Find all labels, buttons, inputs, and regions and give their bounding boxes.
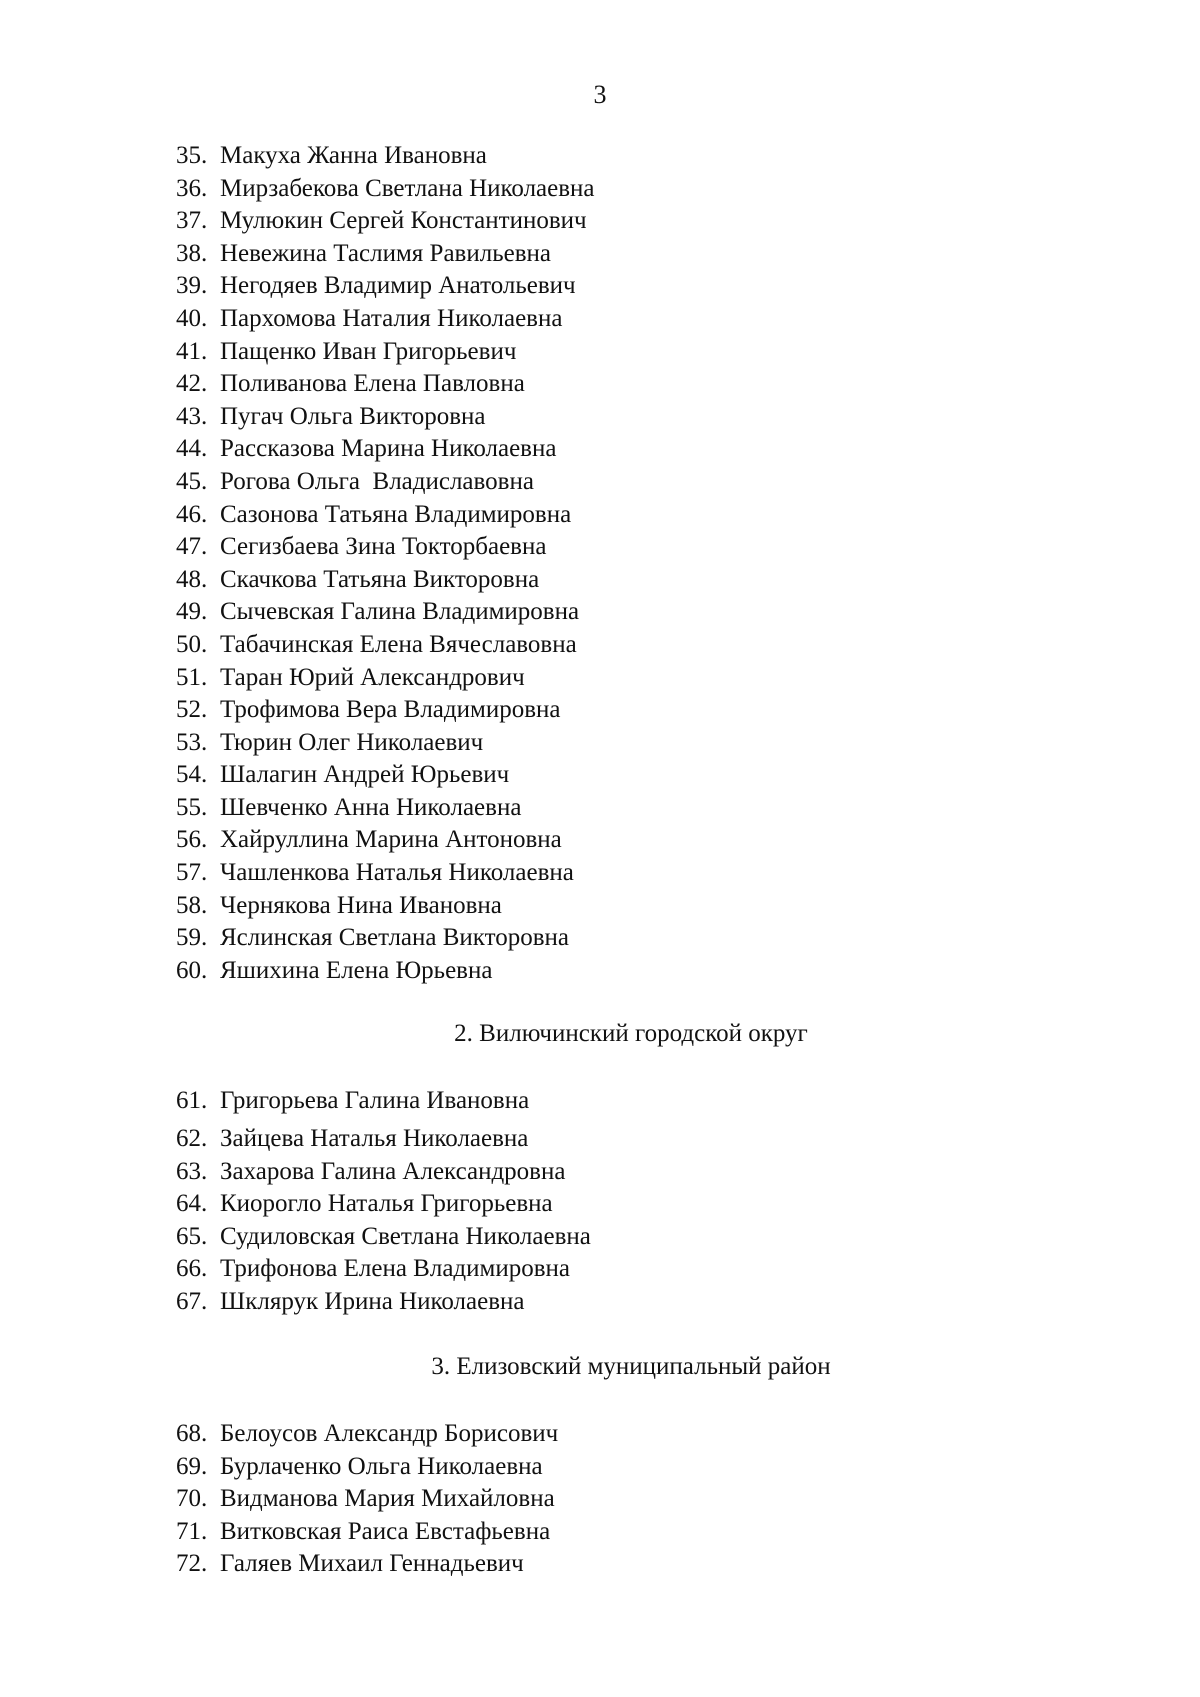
list-item-number: 36. [176, 174, 208, 202]
list-item-name: Бурлаченко Ольга Николаевна [220, 1452, 543, 1480]
list-item [176, 596, 595, 629]
list-item [176, 1156, 591, 1189]
list-item-number: 49. [176, 598, 208, 626]
list-item [176, 629, 595, 662]
list-item [176, 1286, 591, 1319]
list-item [176, 824, 595, 857]
section-heading-elizovsky: 3. Елизовский муниципальный район [431, 1353, 831, 1380]
list-item-name: Скачкова Татьяна Викторовна [220, 565, 540, 593]
list-item-name: Чашленкова Наталья Николаевна [220, 859, 574, 887]
list-item-number: 39. [176, 272, 208, 300]
list-item [176, 466, 595, 499]
list-item-name: Сычевская Галина Владимировна [220, 598, 580, 626]
list-item-name: Киорогло Наталья Григорьевна [220, 1190, 553, 1218]
list-item [176, 1418, 558, 1451]
list-item-name: Пархомова Наталия Николаевна [220, 304, 563, 332]
list-item-name: Табачинская Елена Вячеславовна [220, 630, 577, 658]
list-item-name: Шевченко Анна Николаевна [220, 793, 522, 821]
list-item-name: Негодяев Владимир Анатольевич [220, 272, 576, 300]
list-item [176, 433, 595, 466]
list-item-name: Хайруллина Марина Антоновна [220, 826, 562, 854]
list-item-name: Трифонова Елена Владимировна [220, 1255, 570, 1283]
list-item-number: 63. [176, 1157, 208, 1185]
list-item-number: 47. [176, 533, 208, 561]
list-item [176, 1253, 591, 1286]
list-item [176, 1516, 558, 1549]
list-item-number: 65. [176, 1222, 208, 1250]
list-item-number: 69. [176, 1452, 208, 1480]
list-item-number: 56. [176, 826, 208, 854]
list-item-name: Трофимова Вера Владимировна [220, 696, 561, 724]
list-item [176, 1548, 558, 1581]
name-list-section-1 [176, 140, 595, 987]
list-item [176, 205, 595, 238]
list-item [176, 303, 595, 336]
list-item-number: 68. [176, 1420, 208, 1447]
list-item [176, 662, 595, 695]
list-item-number: 70. [176, 1485, 208, 1513]
list-item-name: Яшихина Елена Юрьевна [220, 956, 493, 984]
list-item [176, 499, 595, 532]
list-item-number: 38. [176, 239, 208, 267]
list-item-number: 35. [176, 142, 208, 169]
page-number: 3 [593, 80, 607, 109]
list-item-name: Рогова Ольга Владиславовна [220, 467, 534, 495]
list-item-name: Захарова Галина Александровна [220, 1157, 566, 1185]
list-item [176, 401, 595, 434]
list-item-number: 61. [176, 1087, 208, 1114]
list-item-number: 55. [176, 793, 208, 821]
list-item [176, 173, 595, 206]
list-item-number: 44. [176, 435, 208, 463]
list-item [176, 238, 595, 271]
list-item-number: 64. [176, 1190, 208, 1218]
list-item-number: 52. [176, 696, 208, 724]
list-item [176, 531, 595, 564]
section-heading-vilyuchinsky: 2. Вилючинский городской округ [454, 1020, 808, 1047]
list-item-name: Таран Юрий Александрович [220, 663, 525, 691]
list-item [176, 1221, 591, 1254]
list-item [176, 694, 595, 727]
list-item [176, 890, 595, 923]
list-item-number: 58. [176, 891, 208, 919]
list-item-number: 62. [176, 1125, 208, 1152]
list-item-number: 42. [176, 370, 208, 398]
list-item-name: Мулюкин Сергей Константинович [220, 207, 587, 235]
list-item-number: 54. [176, 761, 208, 789]
list-item-name: Галяев Михаил Геннадьевич [220, 1550, 524, 1578]
list-item [176, 1085, 591, 1123]
list-item-name: Григорьева Галина Ивановна [220, 1087, 530, 1114]
list-item-name: Пащенко Иван Григорьевич [220, 337, 517, 365]
list-item-name: Шалагин Андрей Юрьевич [220, 761, 510, 789]
list-item-name: Судиловская Светлана Николаевна [220, 1222, 591, 1250]
list-item-number: 48. [176, 565, 208, 593]
name-list-section-2 [176, 1085, 591, 1319]
list-item-number: 45. [176, 467, 208, 495]
list-item-name: Сегизбаева Зина Токторбаевна [220, 533, 547, 561]
list-item-number: 41. [176, 337, 208, 365]
list-item-name: Шклярук Ирина Николаевна [220, 1287, 525, 1315]
list-item-name: Макуха Жанна Ивановна [220, 142, 487, 169]
list-item-name: Мирзабекова Светлана Николаевна [220, 174, 595, 202]
list-item-name: Яслинская Светлана Викторовна [220, 924, 569, 952]
list-item-number: 50. [176, 630, 208, 658]
list-item-number: 57. [176, 859, 208, 887]
name-list-section-3 [176, 1418, 558, 1581]
list-item-number: 71. [176, 1517, 208, 1545]
list-item-number: 60. [176, 956, 208, 984]
list-item-number: 51. [176, 663, 208, 691]
list-item-name: Зайцева Наталья Николаевна [220, 1125, 529, 1152]
list-item-name: Поливанова Елена Павловна [220, 370, 525, 398]
list-item-name: Рассказова Марина Николаевна [220, 435, 557, 463]
list-item [176, 955, 595, 988]
list-item [176, 1123, 591, 1156]
list-item-number: 59. [176, 924, 208, 952]
list-item-number: 72. [176, 1550, 208, 1578]
list-item [176, 140, 595, 173]
list-item [176, 792, 595, 825]
list-item-number: 66. [176, 1255, 208, 1283]
list-item-name: Пугач Ольга Викторовна [220, 402, 486, 430]
list-item-name: Видманова Мария Михайловна [220, 1485, 555, 1513]
list-item-number: 46. [176, 500, 208, 528]
list-item-name: Чернякова Нина Ивановна [220, 891, 502, 919]
list-item [176, 564, 595, 597]
list-item [176, 1188, 591, 1221]
list-item [176, 368, 595, 401]
list-item [176, 336, 595, 369]
list-item-name: Тюрин Олег Николаевич [220, 728, 484, 756]
list-item-number: 67. [176, 1287, 208, 1315]
list-item [176, 922, 595, 955]
list-item-name: Сазонова Татьяна Владимировна [220, 500, 572, 528]
list-item-name: Невежина Таслимя Равильевна [220, 239, 551, 267]
list-item [176, 1483, 558, 1516]
list-item-number: 40. [176, 304, 208, 332]
list-item-name: Витковская Раиса Евстафьевна [220, 1517, 551, 1545]
list-item [176, 727, 595, 760]
list-item-number: 37. [176, 207, 208, 235]
list-item-number: 53. [176, 728, 208, 756]
list-item [176, 759, 595, 792]
list-item [176, 270, 595, 303]
list-item [176, 1451, 558, 1484]
list-item-name: Белоусов Александр Борисович [220, 1420, 559, 1447]
list-item-number: 43. [176, 402, 208, 430]
list-item [176, 857, 595, 890]
